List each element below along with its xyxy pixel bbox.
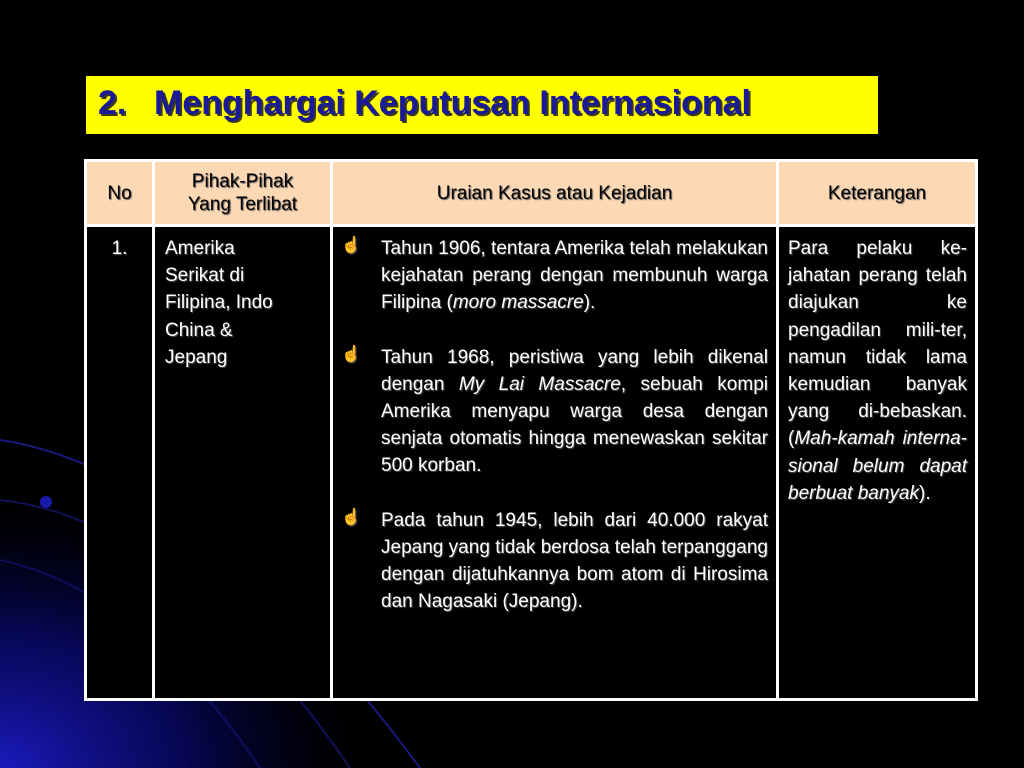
header-no: No [86,161,154,226]
list-item: ☝ Tahun 1906, tentara Amerika telah melakukan kejahatan perang dengan membunuh warga Filipina (moro massacre). [341,235,768,317]
slide-title [98,84,751,122]
header-description: Uraian Kasus atau Kejadian [332,161,778,226]
pointing-hand-icon: ☝ [341,237,361,254]
header-party: Pihak-Pihak Yang Terlibat [154,161,332,226]
list-item: ☝ Tahun 1968, peristiwa yang lebih dikenal dengan My Lai Massacre, sebuah kompi Amerika menyapu warga desa dengan senjata otomatis hingga menewaskan sekitar 500 korban. [341,344,768,480]
party-line: China & [165,319,233,341]
list-item: ☝ Pada tahun 1945, lebih dari 40.000 rakyat Jepang yang tidak berdosa telah terpanggang dengan dijatuhkannya bom atom di Hirosima dan Nagasaki (Jepang). [341,507,768,616]
case-table [84,159,978,701]
party-line: Amerika [165,238,235,259]
party-cell [154,226,332,700]
party-line: Serikat di [165,265,245,287]
slide-title-box [86,76,878,134]
title-number: 2. [98,84,127,122]
party-line: Jepang [165,346,228,368]
pointing-hand-icon: ☝ [341,345,361,363]
pointing-hand-icon: ☝ [341,508,361,526]
table-row [86,226,977,700]
table-header-row [86,161,977,226]
note-cell: Para pelaku ke-jahatan perang telah diajukan ke pengadilan mili-ter, namun tidak lama kemudian banyak yang di-bebaskan. (Mah-kamah interna-sional belum dapat berbuat banyak). [778,226,977,700]
party-line: Filipina, Indo [165,292,273,314]
title-text: Menghargai Keputusan Internasional [154,84,751,122]
description-cell [332,226,778,700]
header-note: Keterangan [778,161,977,226]
row-number: 1. [86,226,154,700]
